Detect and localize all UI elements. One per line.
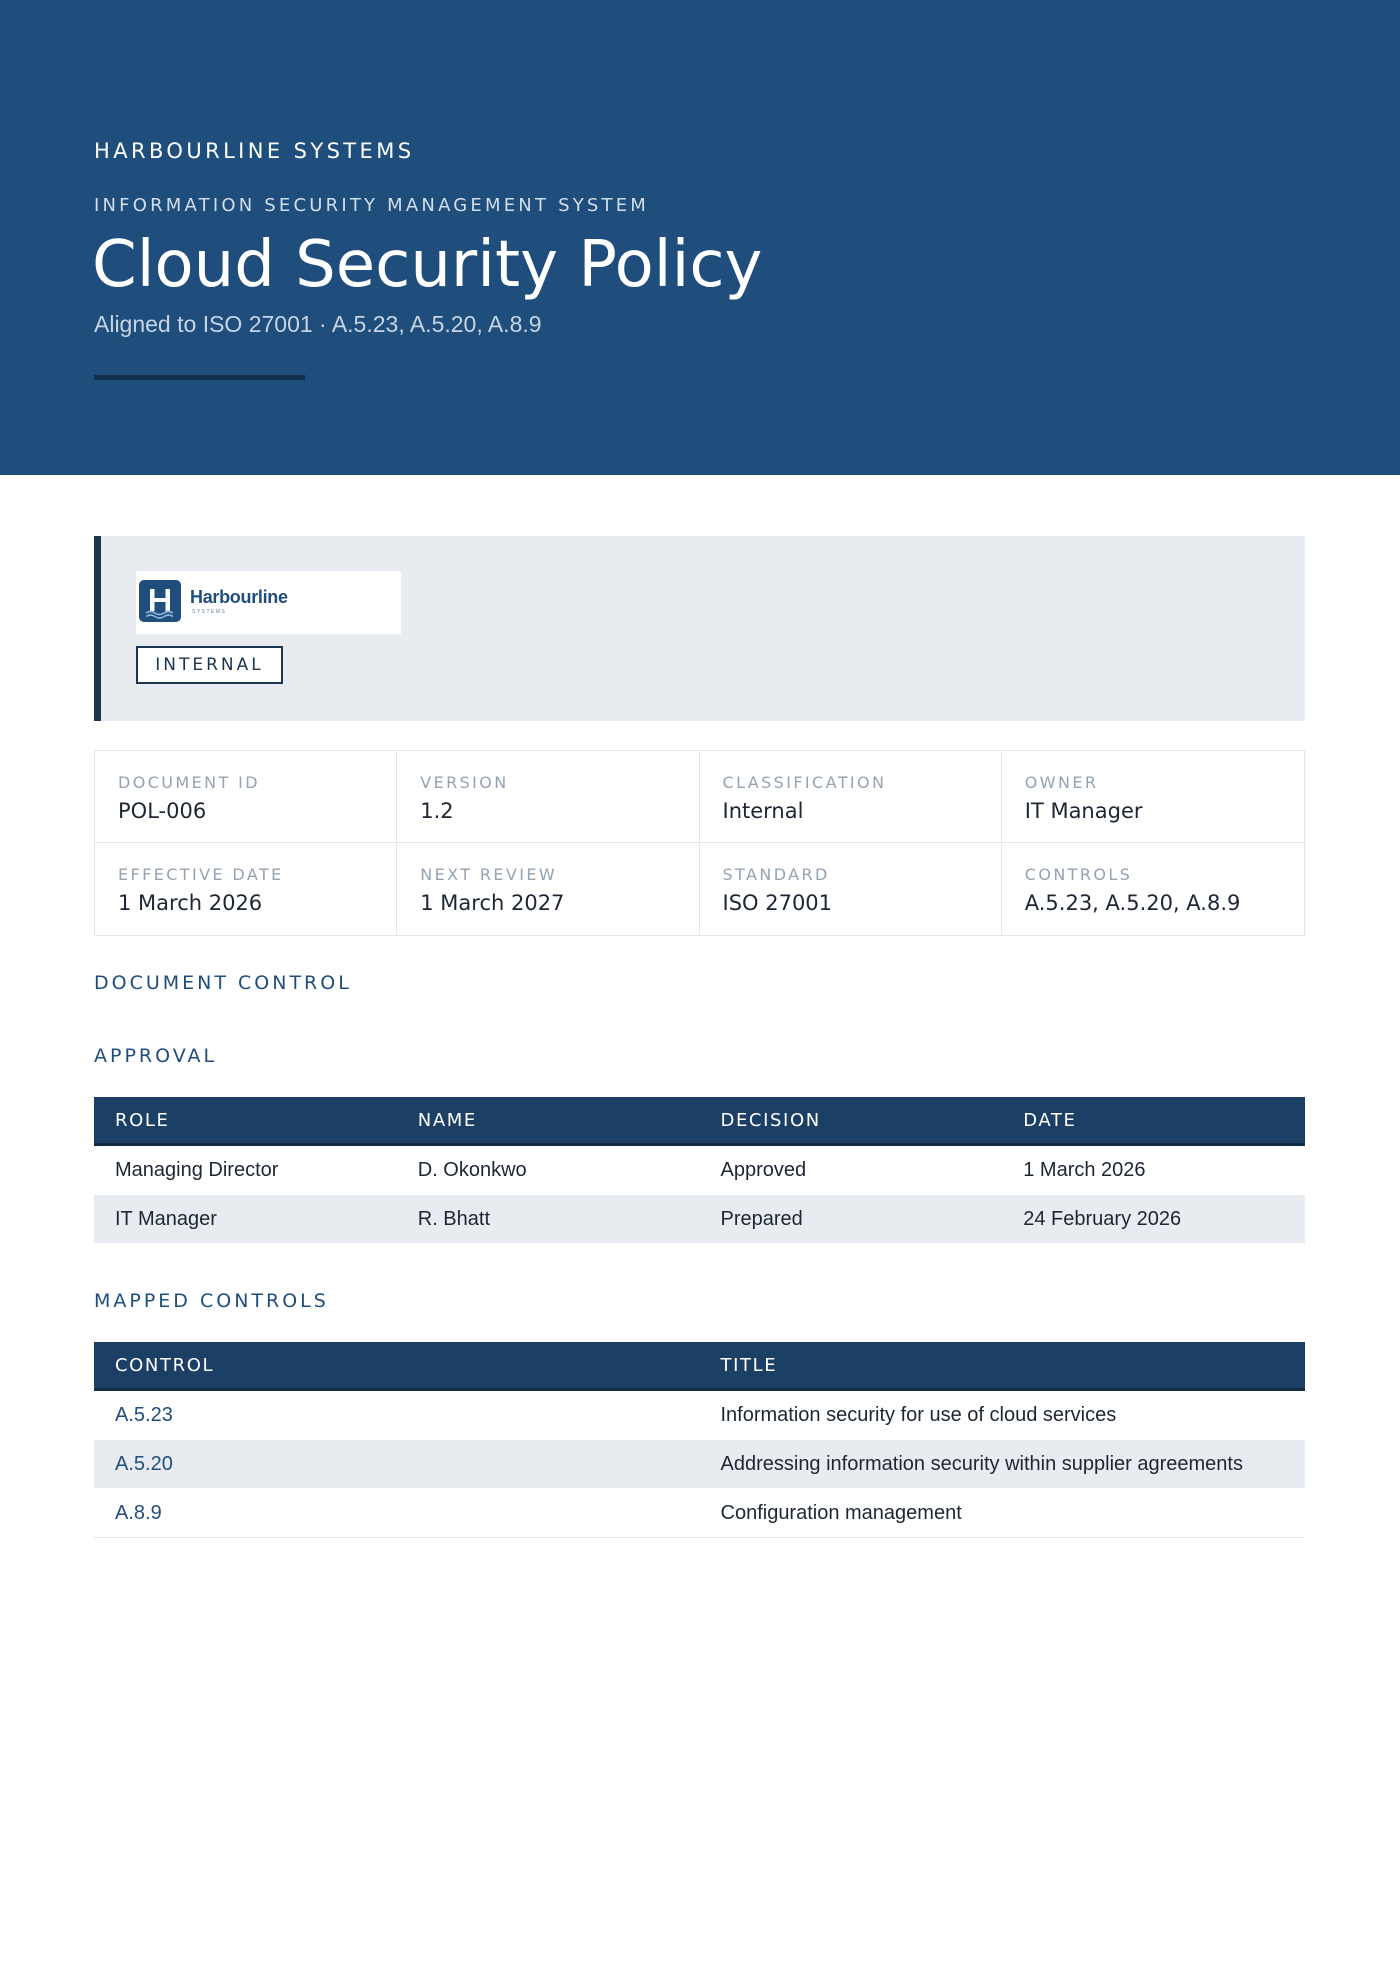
control-title: Addressing information security within supplier agreements bbox=[700, 1440, 1306, 1489]
table-header-row bbox=[94, 1097, 1305, 1145]
table-header-row bbox=[94, 1342, 1305, 1390]
mapped-controls-table bbox=[94, 1342, 1305, 1538]
meta-standard bbox=[700, 843, 1002, 935]
cover-header bbox=[0, 0, 1400, 475]
column-header-role: ROLE bbox=[94, 1097, 397, 1145]
meta-classification bbox=[700, 751, 1002, 843]
meta-label: VERSION bbox=[420, 773, 509, 792]
approval-date: 24 February 2026 bbox=[1002, 1195, 1305, 1244]
approval-role: IT Manager bbox=[94, 1195, 397, 1244]
classification-badge: INTERNAL bbox=[136, 646, 283, 684]
table-row bbox=[94, 1145, 1305, 1195]
company-logo bbox=[136, 571, 401, 634]
logo-wordmark: Harbourline bbox=[190, 587, 288, 607]
meta-label: NEXT REVIEW bbox=[420, 865, 558, 884]
meta-document-id bbox=[95, 751, 397, 843]
column-header-control: CONTROL bbox=[94, 1342, 700, 1390]
table-row bbox=[94, 1195, 1305, 1244]
page-subtitle: Aligned to ISO 27001 · A.5.23, A.5.20, A.8.9 bbox=[94, 311, 542, 337]
company-name: HARBOURLINE SYSTEMS bbox=[94, 139, 415, 163]
column-header-decision: DECISION bbox=[700, 1097, 1003, 1145]
meta-next-review bbox=[397, 843, 699, 935]
page-title: Cloud Security Policy bbox=[92, 228, 763, 302]
control-title: Configuration management bbox=[700, 1489, 1306, 1538]
control-code: A.5.20 bbox=[94, 1440, 700, 1489]
column-header-date: DATE bbox=[1002, 1097, 1305, 1145]
document-control-heading: DOCUMENT CONTROL bbox=[94, 972, 352, 994]
title-underline bbox=[94, 375, 305, 380]
meta-effective-date bbox=[95, 843, 397, 935]
approval-heading: APPROVAL bbox=[94, 1045, 218, 1067]
meta-label: STANDARD bbox=[722, 865, 830, 884]
meta-version bbox=[397, 751, 699, 843]
meta-value: 1.2 bbox=[420, 799, 454, 823]
meta-value: ISO 27001 bbox=[722, 891, 833, 915]
approval-date: 1 March 2026 bbox=[1002, 1145, 1305, 1195]
meta-label: CLASSIFICATION bbox=[722, 773, 887, 792]
table-row bbox=[94, 1390, 1305, 1440]
meta-value: IT Manager bbox=[1024, 799, 1143, 823]
meta-label: CONTROLS bbox=[1024, 865, 1133, 884]
meta-value: Internal bbox=[722, 799, 804, 823]
document-metadata bbox=[94, 750, 1305, 936]
approval-decision: Approved bbox=[700, 1145, 1003, 1195]
meta-label: EFFECTIVE DATE bbox=[118, 865, 284, 884]
table-row bbox=[94, 1440, 1305, 1489]
meta-value: 1 March 2027 bbox=[420, 891, 565, 915]
table-row bbox=[94, 1489, 1305, 1538]
mapped-controls-heading: MAPPED CONTROLS bbox=[94, 1290, 329, 1312]
meta-owner bbox=[1002, 751, 1304, 843]
approval-role: Managing Director bbox=[94, 1145, 397, 1195]
logo-tagline: SYSTEMS bbox=[192, 609, 227, 615]
control-code: A.5.23 bbox=[94, 1390, 700, 1440]
approval-decision: Prepared bbox=[700, 1195, 1003, 1244]
approval-name: R. Bhatt bbox=[397, 1195, 700, 1244]
classification-banner bbox=[94, 536, 1305, 721]
meta-value: A.5.23, A.5.20, A.8.9 bbox=[1024, 891, 1241, 915]
meta-value: 1 March 2026 bbox=[118, 891, 263, 915]
meta-label: OWNER bbox=[1024, 773, 1099, 792]
column-header-name: NAME bbox=[397, 1097, 700, 1145]
harbourline-logo-icon bbox=[139, 580, 181, 622]
system-name: INFORMATION SECURITY MANAGEMENT SYSTEM bbox=[94, 195, 650, 216]
control-code: A.8.9 bbox=[94, 1489, 700, 1538]
control-title: Information security for use of cloud services bbox=[700, 1390, 1306, 1440]
approval-table bbox=[94, 1097, 1305, 1244]
meta-controls bbox=[1002, 843, 1304, 935]
meta-value: POL-006 bbox=[118, 799, 207, 823]
approval-name: D. Okonkwo bbox=[397, 1145, 700, 1195]
meta-label: DOCUMENT ID bbox=[118, 773, 260, 792]
column-header-title: TITLE bbox=[700, 1342, 1306, 1390]
